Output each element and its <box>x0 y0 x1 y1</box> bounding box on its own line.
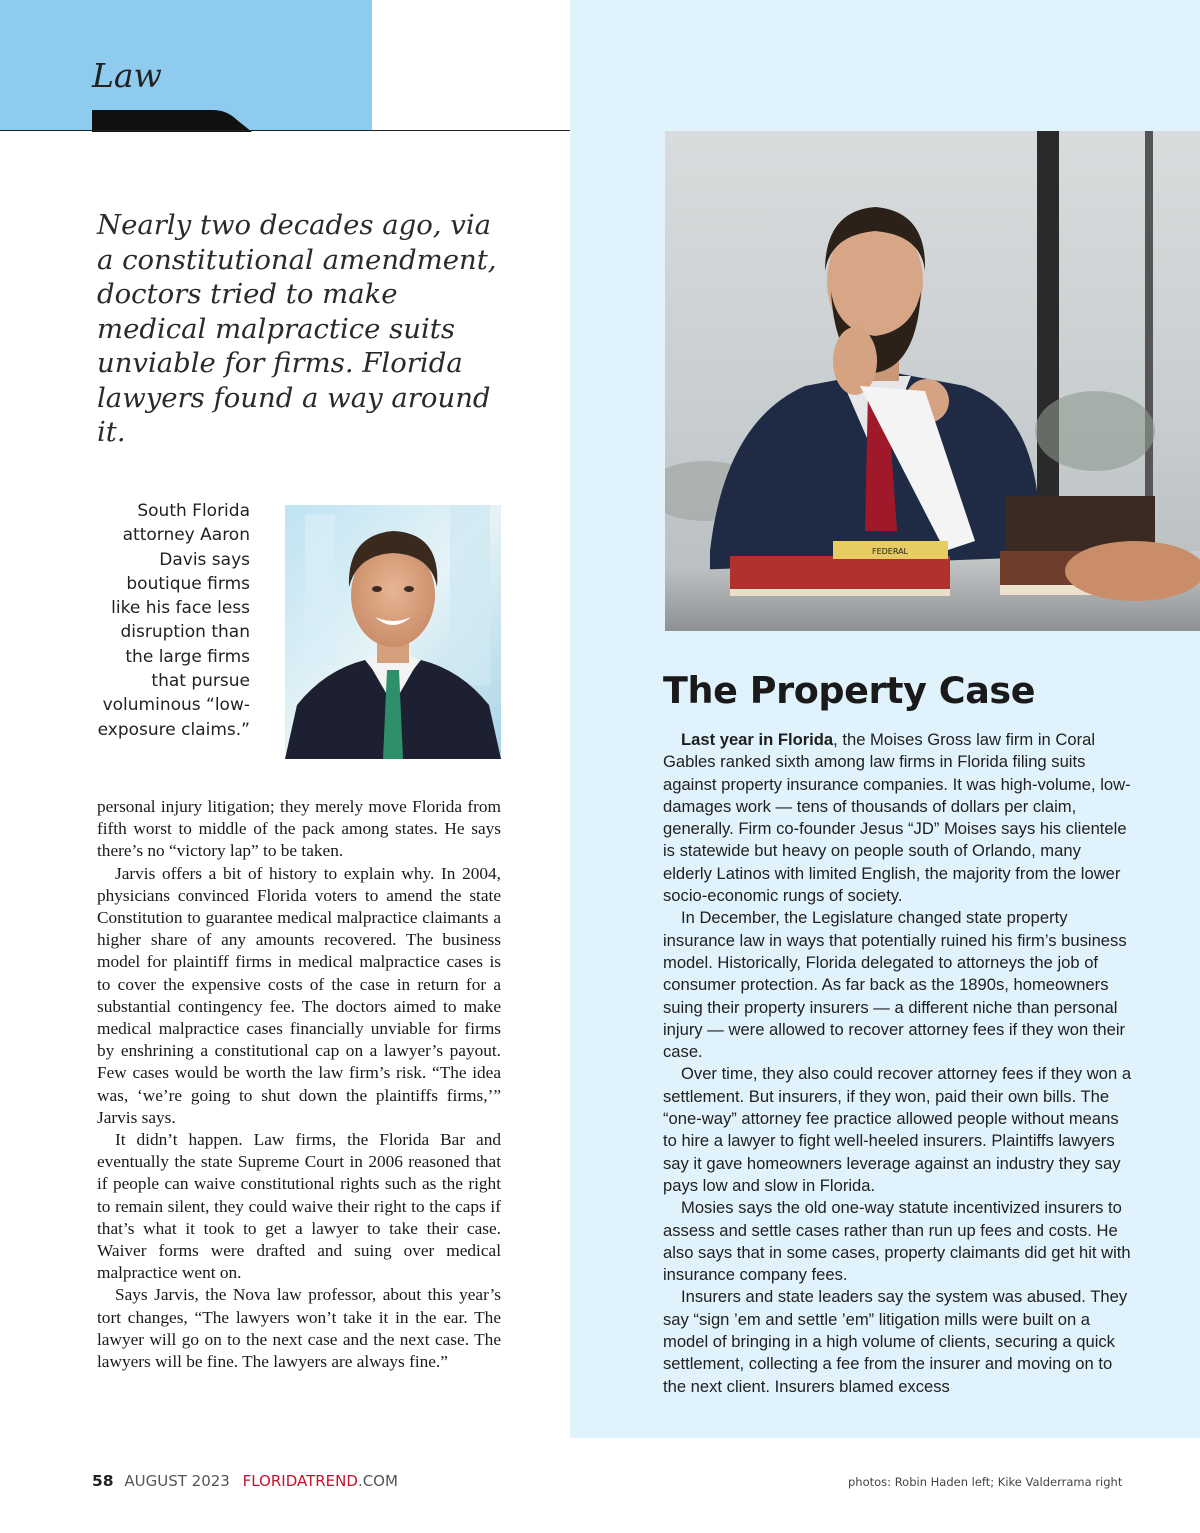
sidebar-paragraph: Insurers and state leaders say the system was abused. They say “sign ’em and settle ’em” litigation mills were built on a model of bringing in a high volume of clients, securing a quick settlement, collecting a fee from the insurer and moving on to the next client. Insurers blamed excess <box>663 1287 1128 1396</box>
photo-caption: South Florida attorney Aaron Davis says boutique firms like his face less disruption than the large firms that pursue voluminous “low-exposure claims.” <box>97 501 250 740</box>
brand-domain: .COM <box>357 1472 398 1490</box>
sidebar-body <box>663 729 1133 1398</box>
body-paragraph: It didn’t happen. Law firms, the Florida Bar and eventually the state Supreme Court in 2006 reasoned that if people can waive constitutional rights such as the right to remain silent, they could waive their right to the caps if that’s what it took to get a lawyer to take their case. Waiver forms were drafted and suing over medical malpractice went on. <box>97 1130 501 1283</box>
page-footer <box>92 1472 398 1490</box>
issue-date: AUGUST 2023 <box>124 1472 230 1490</box>
sidebar-paragraph: Over time, they also could recover attorney fees if they won a settlement. But insurers, if they won, paid their own bills. The “one-way” attorney fee practice allowed people without means to hire a lawyer to fight well-heeled insurers. Plaintiffs lawyers say it gave homeowners leverage against an industry they say pays low and slow in Florida. <box>663 1064 1132 1195</box>
body-paragraph: Jarvis offers a bit of history to explain why. In 2004, physicians convinced Florida voters to amend the state Constitution to guarantee medical malpractice claimants a higher share of any amounts recovered. The business model for plaintiff firms in medical malpractice cases is to cover the expensive costs of the case in return for a substantial contingency fee. The doctors aimed to make medical malpractice cases financially unviable for firms by enshrining a constitutional cap on a lawyer’s payout. Few cases would be worth the law firm’s risk. “The idea was, ‘we’re going to shut down the plaintiffs firms,’” Jarvis says. <box>97 863 501 1127</box>
sidebar-title: The Property Case <box>663 669 1036 712</box>
book-spine-label: FEDERAL <box>871 547 909 556</box>
attorney-portrait-photo <box>285 505 501 759</box>
article-body-left <box>97 796 501 1373</box>
sidebar-paragraph: In December, the Legislature changed state property insurance law in ways that potentially ruined his firm’s business model. Historically, Florida delegated to attorneys the job of consumer protection. As far back as the 1890s, homeowners suing their property insurers — a different niche than personal injury — were allowed to recover attorney fees if they won their case. <box>663 908 1127 1062</box>
sidebar-paragraph: Mosies says the old one-way statute incentivized insurers to assess and settle cases rather than run up fees and costs. He also says that in some cases, property claimants did get hit with insurance company fees. <box>663 1198 1131 1285</box>
attorney-meeting-photo <box>665 131 1200 631</box>
body-paragraph: Says Jarvis, the Nova law professor, about this year’s tort changes, “The lawyers won’t take it in the ear. The lawyer will go on to the next case and the next case. The lawyers will be fine. The lawyers are always fine.” <box>97 1285 501 1372</box>
body-paragraph: personal injury litigation; they merely move Florida from fifth worst to middle of the pack among states. He says there’s no “victory lap” to be taken. <box>97 797 501 861</box>
sidebar-paragraph-text: , the Moises Gross law firm in Coral Gables ranked sixth among law firms in Florida filing suits against property insurance companies. It was high-volume, low-damages work — tens of thousands of dollars per claim, generally. Firm co-founder Jesus “JD” Moises says his clientele is statewide but heavy on people south of Orlando, many elderly Latinos with limited English, the majority from the lower socio-economic rungs of society. <box>663 730 1131 906</box>
header-tab-shape <box>92 110 252 132</box>
section-label: Law <box>92 56 162 95</box>
photo-credits: photos: Robin Haden left; Kike Valderrama right <box>848 1475 1123 1489</box>
sidebar-paragraph <box>663 729 1133 907</box>
sidebar-lead-in: Last year in Florida <box>681 730 834 749</box>
page-number: 58 <box>92 1472 114 1490</box>
brand-link[interactable]: FLORIDATREND <box>242 1472 358 1490</box>
pull-quote: Nearly two decades ago, via a constitutional amendment, doctors tried to make medical malpractice suits unviable for firms. Florida lawyers found a way around it. <box>97 209 497 448</box>
